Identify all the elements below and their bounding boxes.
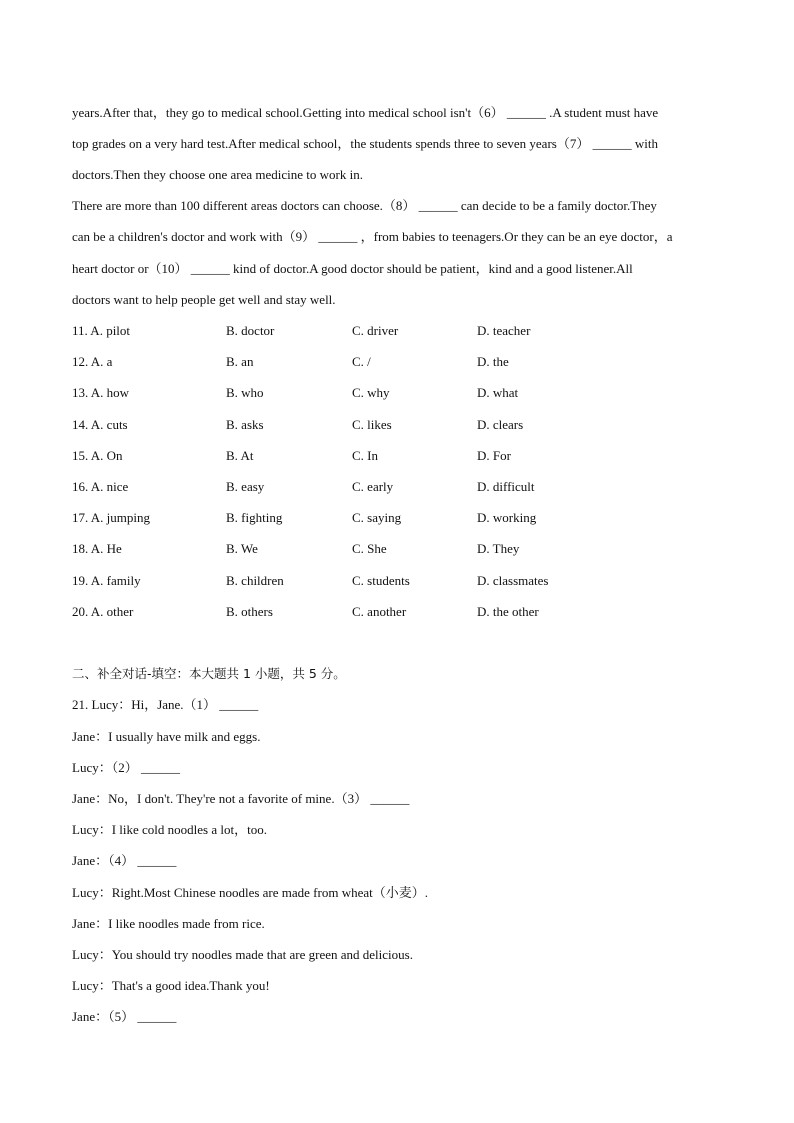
option-d: D. They [477, 541, 520, 556]
option-a: 13. A. how [72, 385, 130, 400]
dialogue-line: 21. Lucy：Hi，Jane.（1） ______ [72, 697, 259, 712]
question-row [72, 510, 732, 526]
option-b: B. asks [226, 417, 264, 432]
question-row [72, 354, 732, 370]
option-a: 18. A. He [72, 541, 122, 556]
question-row [72, 323, 732, 339]
question-row [72, 385, 732, 401]
passage-line: can be a children's doctor and work with（9） ______ ，from babies to teenagers.Or they can be an eye doctor，a [72, 229, 673, 244]
option-b: B. children [226, 573, 284, 588]
option-b: B. doctor [226, 323, 275, 338]
question-row [72, 448, 732, 464]
question-row [72, 479, 732, 495]
option-c: C. saying [352, 510, 402, 525]
option-a: 14. A. cuts [72, 417, 128, 432]
option-a: 11. A. pilot [72, 323, 131, 338]
passage-line: doctors want to help people get well and stay well. [72, 292, 336, 307]
question-row [72, 541, 732, 557]
dialogue-line: Jane：No，I don't. They're not a favorite of mine.（3） ______ [72, 791, 410, 806]
option-c: C. In [352, 448, 378, 463]
option-a: 17. A. jumping [72, 510, 151, 525]
option-b: B. others [226, 604, 273, 619]
option-c: C. why [352, 385, 390, 400]
option-c: C. She [352, 541, 387, 556]
dialogue-line: Lucy：You should try noodles made that are green and delicious. [72, 947, 413, 962]
option-d: D. For [477, 448, 511, 463]
dialogue-line: Jane：（4） ______ [72, 853, 177, 868]
option-d: D. what [477, 385, 519, 400]
dialogue-line: Lucy：Right.Most Chinese noodles are made from wheat（小麦）. [72, 885, 428, 900]
option-d: D. the other [477, 604, 539, 619]
option-b: B. fighting [226, 510, 283, 525]
dialogue-line: Jane：I usually have milk and eggs. [72, 729, 261, 744]
option-d: D. teacher [477, 323, 531, 338]
dialogue-line: Lucy：I like cold noodles a lot，too. [72, 822, 267, 837]
option-b: B. At [226, 448, 254, 463]
option-a: 15. A. On [72, 448, 123, 463]
option-c: C. students [352, 573, 410, 588]
option-d: D. the [477, 354, 509, 369]
option-a: 12. A. a [72, 354, 113, 369]
passage-line: There are more than 100 different areas doctors can choose.（8） ______ can decide to be a family doctor.They [72, 198, 657, 213]
passage-line: heart doctor or（10） ______ kind of doctor.A good doctor should be patient，kind and a good listener.All [72, 261, 633, 276]
option-d: D. clears [477, 417, 524, 432]
question-row [72, 417, 732, 433]
option-c: C. another [352, 604, 407, 619]
question-row [72, 604, 732, 620]
option-d: D. working [477, 510, 537, 525]
option-a: 19. A. family [72, 573, 141, 588]
option-c: C. likes [352, 417, 392, 432]
option-a: 16. A. nice [72, 479, 129, 494]
option-d: D. classmates [477, 573, 549, 588]
dialogue-line: Lucy：（2） ______ [72, 760, 180, 775]
option-b: B. who [226, 385, 264, 400]
section-heading: 二、补全对话-填空：本大题共 1 小题，共 5 分。 [72, 666, 346, 681]
option-b: B. easy [226, 479, 265, 494]
passage-line: top grades on a very hard test.After medical school，the students spends three to seven years（7） ______ with [72, 136, 658, 151]
dialogue-line: Jane：I like noodles made from rice. [72, 916, 265, 931]
option-c: C. / [352, 354, 371, 369]
dialogue-line: Lucy：That's a good idea.Thank you! [72, 978, 270, 993]
passage-line: years.After that，they go to medical school.Getting into medical school isn't（6） ______ .A student must have [72, 105, 659, 120]
option-a: 20. A. other [72, 604, 134, 619]
option-c: C. early [352, 479, 394, 494]
option-b: B. We [226, 541, 258, 556]
option-d: D. difficult [477, 479, 535, 494]
option-c: C. driver [352, 323, 399, 338]
option-b: B. an [226, 354, 254, 369]
question-row [72, 573, 732, 589]
dialogue-line: Jane：（5） ______ [72, 1009, 177, 1024]
passage-line: doctors.Then they choose one area medicine to work in. [72, 167, 363, 182]
